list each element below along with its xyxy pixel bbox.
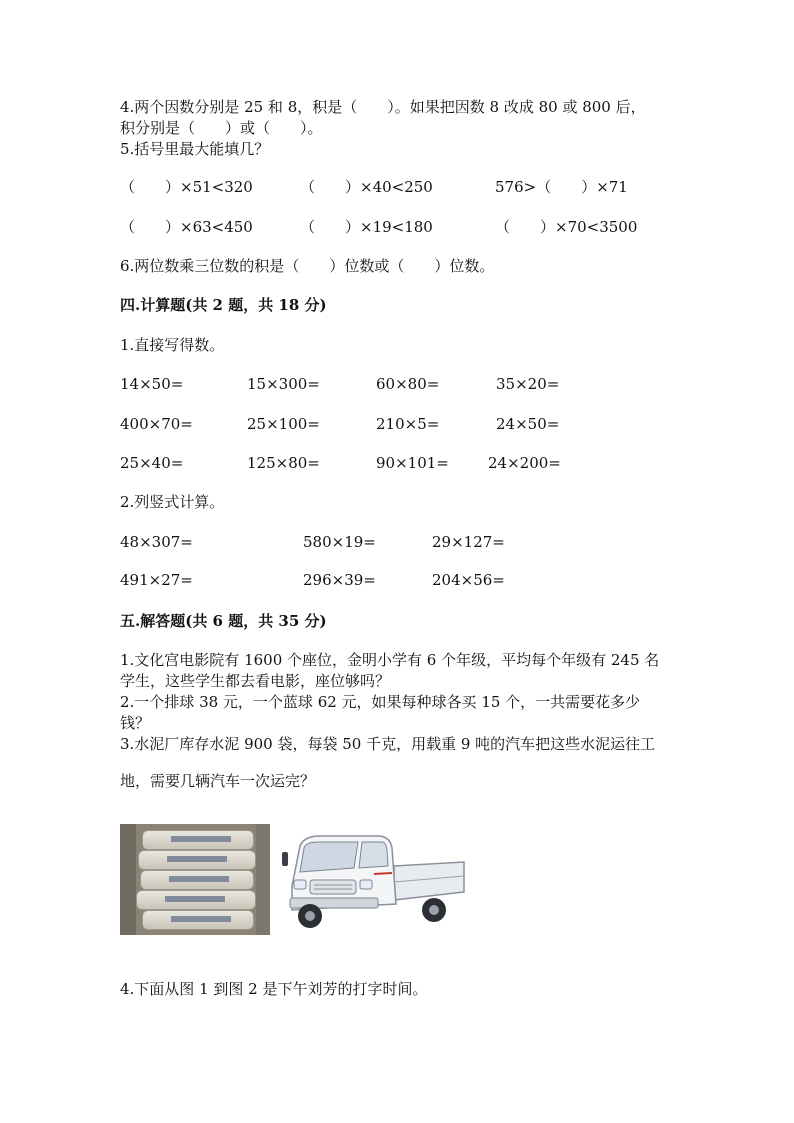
q5-title: 5.括号里最大能填几？: [120, 140, 270, 158]
calc-item: 24×200=: [488, 454, 561, 472]
q5-row1-item: （ ）×51<320: [120, 178, 253, 196]
q4-line2: 积分别是（ ）或（ ）。: [120, 119, 323, 137]
calc-item: 25×40=: [120, 454, 184, 472]
section4-sub1: 1.直接写得数。: [120, 336, 225, 354]
calc-item: 25×100=: [247, 415, 320, 433]
problem3-line2: 地，需要几辆汽车一次运完？: [120, 772, 316, 790]
vertical-calc-item: 48×307=: [120, 533, 193, 551]
vertical-calc-item: 491×27=: [120, 571, 193, 589]
vertical-calc-item: 580×19=: [303, 533, 376, 551]
calc-item: 14×50=: [120, 375, 184, 393]
problem1-line2: 学生，这些学生都去看电影，座位够吗？: [120, 672, 391, 690]
problem3-line1: 3.水泥厂库存水泥 900 袋，每袋 50 千克，用载重 9 吨的汽车把这些水泥运往工: [120, 735, 656, 753]
section4-sub2: 2.列竖式计算。: [120, 493, 225, 511]
problem2-line1: 2.一个排球 38 元，一个蓝球 62 元，如果每种球各买 15 个，一共需要花多少: [120, 693, 641, 711]
calc-item: 125×80=: [247, 454, 320, 472]
section4-heading: 四.计算题(共 2 题，共 18 分): [120, 296, 327, 314]
q6-text: 6.两位数乘三位数的积是（ ）位数或（ ）位数。: [120, 257, 495, 275]
problem2-line2: 钱？: [120, 714, 151, 732]
calc-item: 15×300=: [247, 375, 320, 393]
vertical-calc-item: 296×39=: [303, 571, 376, 589]
calc-item: 24×50=: [496, 415, 560, 433]
problem1-line1: 1.文化宫电影院有 1600 个座位，金明小学有 6 个年级，平均每个年级有 245 名: [120, 651, 660, 669]
q5-row2-item: （ ）×63<450: [120, 218, 253, 236]
truck-photo: [274, 826, 466, 936]
q5-row2-item: （ ）×19<180: [300, 218, 433, 236]
q5-row2-item: （ ）×70<3500: [495, 218, 638, 236]
calc-item: 60×80=: [376, 375, 440, 393]
q5-row1-item: （ ）×40<250: [300, 178, 433, 196]
q4-line1: 4.两个因数分别是 25 和 8，积是（ ）。如果把因数 8 改成 80 或 800 后，: [120, 98, 646, 116]
cement-sacks-photo: [120, 824, 270, 935]
calc-item: 90×101=: [376, 454, 449, 472]
vertical-calc-item: 29×127=: [432, 533, 505, 551]
calc-item: 210×5=: [376, 415, 440, 433]
truck-illustration: [274, 826, 466, 936]
calc-item: 35×20=: [496, 375, 560, 393]
vertical-calc-item: 204×56=: [432, 571, 505, 589]
q5-row1-item: 576>（ ）×71: [495, 178, 628, 196]
problem4-text: 4.下面从图 1 到图 2 是下午刘芳的打字时间。: [120, 980, 428, 998]
calc-item: 400×70=: [120, 415, 193, 433]
section5-heading: 五.解答题(共 6 题，共 35 分): [120, 612, 327, 630]
